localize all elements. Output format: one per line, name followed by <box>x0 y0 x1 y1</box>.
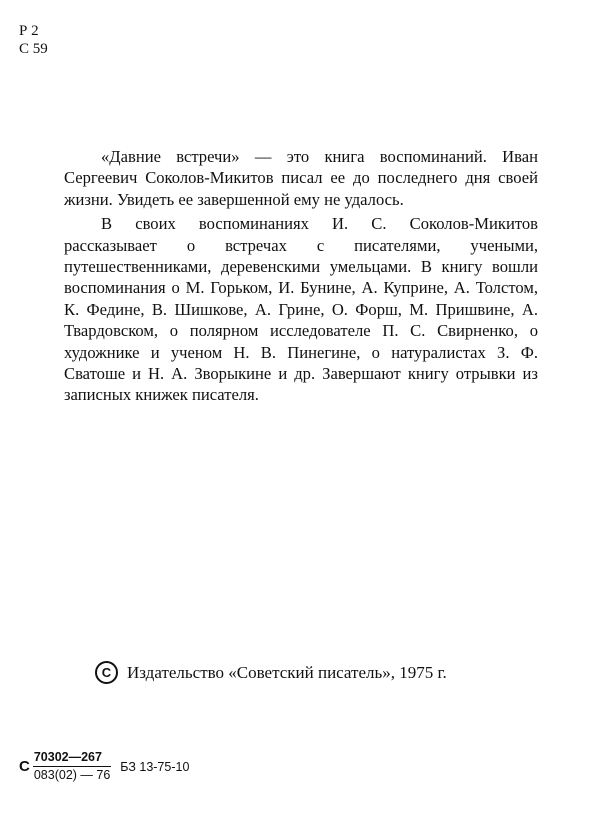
annotation-paragraph-1: «Давние встречи» — это книга воспоминаний. Иван Сергеевич Соколов-Микитов писал ее до последнего дня своей жизни. Увидеть ее завершенной ему не удалось. <box>64 147 538 209</box>
copyright-text: Издательство «Советский писатель», 1975 г. <box>127 662 447 682</box>
copyright-icon: С <box>95 661 118 684</box>
copyright-notice <box>95 661 447 684</box>
classification-line-1: Р 2 <box>19 23 39 39</box>
classification-line-2: С 59 <box>19 41 48 57</box>
publication-index-code <box>19 750 189 783</box>
index-denominator: 083(02) — 76 <box>33 768 111 782</box>
annotation-paragraph-2: В своих воспоминаниях И. С. Соколов-Микитов рассказывает о встречах с писателями, учеными, путешественниками, деревенскими умельцами. В книгу вошли воспоминания о М. Горьком, И. Бунине, А. Куприне, А. Толстом, К. Федине, В. Шишкове, А. Грине, О. Форш, М. Пришвине, А. Твардовском, о полярном исследователе П. С. Свирненко, о художнике и ученом Н. В. Пинегине, о натуралистах З. Ф. Сватоше и Н. А. Зворыкине и др. Завершают книгу отрывки из записных книжек писателя. <box>64 214 538 405</box>
index-fraction <box>33 750 111 783</box>
book-annotation <box>64 146 538 406</box>
bz-code: БЗ 13-75-10 <box>120 759 190 774</box>
index-numerator: 70302—267 <box>33 750 111 767</box>
index-letter: С <box>19 758 30 775</box>
classification-index <box>19 22 48 58</box>
